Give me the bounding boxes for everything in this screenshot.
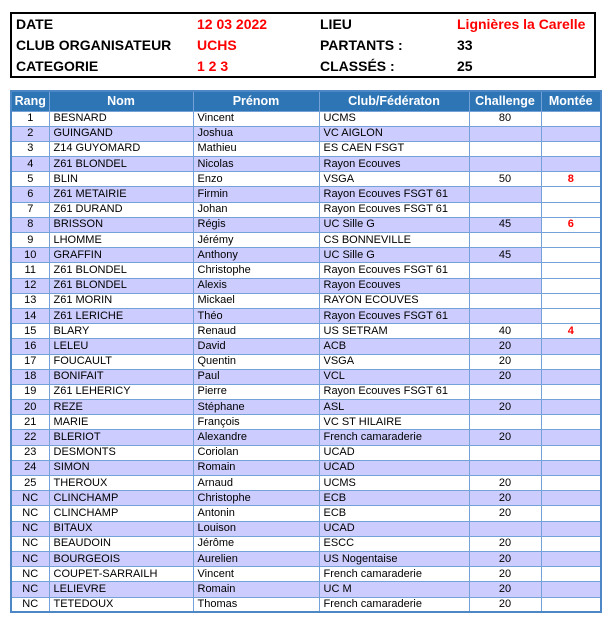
montee-cell (541, 202, 601, 217)
challenge-cell (469, 384, 541, 399)
montee-cell (541, 460, 601, 475)
challenge-cell: 50 (469, 172, 541, 187)
prenom-cell: Théo (193, 308, 319, 323)
challenge-cell: 20 (469, 369, 541, 384)
rang-cell: NC (11, 491, 49, 506)
rang-cell: 16 (11, 339, 49, 354)
nom-cell: Z61 METAIRIE (49, 187, 193, 202)
challenge-cell: 40 (469, 324, 541, 339)
column-header-prenom: Prénom (193, 91, 319, 111)
challenge-cell (469, 278, 541, 293)
nom-cell: BITAUX (49, 521, 193, 536)
montee-cell (541, 263, 601, 278)
montee-cell (541, 506, 601, 521)
club-cell: VSGA (319, 354, 469, 369)
table-row (11, 476, 601, 491)
rang-cell: 18 (11, 369, 49, 384)
rang-cell: 19 (11, 384, 49, 399)
nom-cell: BLERIOT (49, 430, 193, 445)
club-cell: Rayon Ecouves FSGT 61 (319, 384, 469, 399)
table-row (11, 172, 601, 187)
date-value: 12 03 2022 (197, 16, 268, 33)
challenge-cell (469, 263, 541, 278)
prenom-cell: Quentin (193, 354, 319, 369)
challenge-cell (469, 521, 541, 536)
rang-cell: 7 (11, 202, 49, 217)
nom-cell: BEAUDOIN (49, 536, 193, 551)
nom-cell: LELEU (49, 339, 193, 354)
montee-cell (541, 369, 601, 384)
challenge-cell (469, 141, 541, 156)
rang-cell: 22 (11, 430, 49, 445)
prenom-cell: Mathieu (193, 141, 319, 156)
classes-value: 25 (457, 57, 473, 74)
challenge-cell (469, 308, 541, 323)
club-cell: ESCC (319, 536, 469, 551)
challenge-cell: 20 (469, 491, 541, 506)
club-cell: UCAD (319, 445, 469, 460)
table-row (11, 597, 601, 612)
nom-cell: REZE (49, 400, 193, 415)
rang-cell: 12 (11, 278, 49, 293)
rang-cell: NC (11, 521, 49, 536)
montee-cell (541, 582, 601, 597)
prenom-cell: Alexis (193, 278, 319, 293)
club-cell: ACB (319, 339, 469, 354)
table-row (11, 141, 601, 156)
table-row (11, 400, 601, 415)
challenge-cell: 45 (469, 217, 541, 232)
rang-cell: 11 (11, 263, 49, 278)
montee-cell (541, 248, 601, 263)
rang-cell: 6 (11, 187, 49, 202)
partants-label: PARTANTS : (320, 36, 403, 53)
prenom-cell: Régis (193, 217, 319, 232)
club-cell: US SETRAM (319, 324, 469, 339)
prenom-cell: Firmin (193, 187, 319, 202)
montee-cell (541, 187, 601, 202)
challenge-cell (469, 445, 541, 460)
club-cell: Rayon Ecouves FSGT 61 (319, 187, 469, 202)
challenge-cell: 20 (469, 536, 541, 551)
rang-cell: 13 (11, 293, 49, 308)
rang-cell: NC (11, 582, 49, 597)
nom-cell: Z61 MORIN (49, 293, 193, 308)
lieu-value: Lignières la Carelle (457, 16, 586, 33)
prenom-cell: Jérémy (193, 233, 319, 248)
montee-cell (541, 400, 601, 415)
rang-cell: 21 (11, 415, 49, 430)
challenge-cell: 20 (469, 476, 541, 491)
table-row (11, 506, 601, 521)
club-cell: ECB (319, 506, 469, 521)
table-row (11, 582, 601, 597)
club-cell: ES CAEN FSGT (319, 141, 469, 156)
nom-cell: DESMONTS (49, 445, 193, 460)
nom-cell: MARIE (49, 415, 193, 430)
prenom-cell: Aurelien (193, 551, 319, 566)
column-header-montee: Montée (541, 91, 601, 111)
montee-cell (541, 536, 601, 551)
table-row (11, 278, 601, 293)
prenom-cell: Arnaud (193, 476, 319, 491)
rang-cell: NC (11, 567, 49, 582)
rang-cell: NC (11, 506, 49, 521)
challenge-cell: 80 (469, 111, 541, 126)
table-row (11, 293, 601, 308)
club-cell: Rayon Ecouves FSGT 61 (319, 308, 469, 323)
nom-cell: BONIFAIT (49, 369, 193, 384)
table-row (11, 263, 601, 278)
prenom-cell: François (193, 415, 319, 430)
club-cell: RAYON ECOUVES (319, 293, 469, 308)
nom-cell: GUINGAND (49, 126, 193, 141)
club-cell: US Nogentaise (319, 551, 469, 566)
nom-cell: BESNARD (49, 111, 193, 126)
nom-cell: Z14 GUYOMARD (49, 141, 193, 156)
challenge-cell: 20 (469, 551, 541, 566)
partants-value: 33 (457, 36, 473, 53)
prenom-cell: Pierre (193, 384, 319, 399)
prenom-cell: Mickael (193, 293, 319, 308)
challenge-cell: 20 (469, 582, 541, 597)
club-cell: UCAD (319, 460, 469, 475)
nom-cell: BLARY (49, 324, 193, 339)
montee-cell (541, 339, 601, 354)
categorie-label: CATEGORIE (16, 57, 99, 74)
nom-cell: GRAFFIN (49, 248, 193, 263)
results-table-body (11, 111, 601, 612)
table-row (11, 460, 601, 475)
challenge-cell (469, 126, 541, 141)
results-table (10, 90, 602, 613)
montee-cell (541, 415, 601, 430)
table-row (11, 324, 601, 339)
rang-cell: 14 (11, 308, 49, 323)
club-cell: VSGA (319, 172, 469, 187)
montee-cell (541, 445, 601, 460)
rang-cell: 5 (11, 172, 49, 187)
rang-cell: 9 (11, 233, 49, 248)
prenom-cell: David (193, 339, 319, 354)
challenge-cell (469, 233, 541, 248)
club-cell: Rayon Ecouves FSGT 61 (319, 263, 469, 278)
table-row (11, 369, 601, 384)
column-header-nom: Nom (49, 91, 193, 111)
table-row (11, 157, 601, 172)
montee-cell (541, 567, 601, 582)
montee-cell: 4 (541, 324, 601, 339)
table-row (11, 491, 601, 506)
table-row (11, 551, 601, 566)
montee-cell (541, 126, 601, 141)
info-box (10, 12, 596, 78)
challenge-cell: 20 (469, 506, 541, 521)
column-header-challenge: Challenge (469, 91, 541, 111)
prenom-cell: Anthony (193, 248, 319, 263)
nom-cell: CLINCHAMP (49, 506, 193, 521)
rang-cell: 3 (11, 141, 49, 156)
table-row (11, 384, 601, 399)
table-row (11, 445, 601, 460)
table-row (11, 339, 601, 354)
montee-cell (541, 141, 601, 156)
montee-cell (541, 111, 601, 126)
club-cell: ASL (319, 400, 469, 415)
rang-cell: 10 (11, 248, 49, 263)
club-cell: UCMS (319, 476, 469, 491)
prenom-cell: Coriolan (193, 445, 319, 460)
club-cell: UC Sille G (319, 248, 469, 263)
nom-cell: BLIN (49, 172, 193, 187)
nom-cell: TETEDOUX (49, 597, 193, 612)
column-header-club: Club/Fédératon (319, 91, 469, 111)
nom-cell: COUPET-SARRAILH (49, 567, 193, 582)
rang-cell: 23 (11, 445, 49, 460)
club-cell: Rayon Ecouves FSGT 61 (319, 202, 469, 217)
montee-cell (541, 491, 601, 506)
montee-cell (541, 233, 601, 248)
nom-cell: SIMON (49, 460, 193, 475)
club-cell: Rayon Ecouves (319, 157, 469, 172)
montee-cell (541, 157, 601, 172)
nom-cell: LHOMME (49, 233, 193, 248)
montee-cell (541, 278, 601, 293)
club-cell: UC M (319, 582, 469, 597)
table-row (11, 308, 601, 323)
challenge-cell: 20 (469, 400, 541, 415)
challenge-cell (469, 187, 541, 202)
club-organisateur-value: UCHS (197, 36, 237, 53)
challenge-cell: 20 (469, 567, 541, 582)
nom-cell: BOURGEOIS (49, 551, 193, 566)
club-organisateur-label: CLUB ORGANISATEUR (16, 36, 172, 53)
date-label: DATE (16, 16, 54, 33)
montee-cell (541, 521, 601, 536)
challenge-cell (469, 293, 541, 308)
club-cell: French camaraderie (319, 430, 469, 445)
challenge-cell (469, 415, 541, 430)
rang-cell: 15 (11, 324, 49, 339)
rang-cell: NC (11, 536, 49, 551)
challenge-cell (469, 157, 541, 172)
prenom-cell: Nicolas (193, 157, 319, 172)
table-row (11, 415, 601, 430)
nom-cell: Z61 LERICHE (49, 308, 193, 323)
table-row (11, 233, 601, 248)
club-cell: VC AIGLON (319, 126, 469, 141)
club-cell: Rayon Ecouves (319, 278, 469, 293)
club-cell: VCL (319, 369, 469, 384)
montee-cell: 8 (541, 172, 601, 187)
club-cell: UCAD (319, 521, 469, 536)
column-header-rang: Rang (11, 91, 49, 111)
prenom-cell: Stéphane (193, 400, 319, 415)
nom-cell: Z61 BLONDEL (49, 278, 193, 293)
club-cell: VC ST HILAIRE (319, 415, 469, 430)
table-header-row (11, 91, 601, 111)
challenge-cell: 20 (469, 339, 541, 354)
prenom-cell: Christophe (193, 263, 319, 278)
prenom-cell: Vincent (193, 567, 319, 582)
table-row (11, 430, 601, 445)
categorie-value: 1 2 3 (197, 57, 229, 74)
club-cell: CS BONNEVILLE (319, 233, 469, 248)
nom-cell: Z61 LEHERICY (49, 384, 193, 399)
prenom-cell: Romain (193, 582, 319, 597)
club-cell: French camaraderie (319, 567, 469, 582)
prenom-cell: Vincent (193, 111, 319, 126)
nom-cell: LELIEVRE (49, 582, 193, 597)
challenge-cell (469, 460, 541, 475)
montee-cell: 6 (541, 217, 601, 232)
table-row (11, 202, 601, 217)
table-row (11, 248, 601, 263)
montee-cell (541, 308, 601, 323)
rang-cell: 1 (11, 111, 49, 126)
challenge-cell: 20 (469, 354, 541, 369)
prenom-cell: Enzo (193, 172, 319, 187)
table-row (11, 126, 601, 141)
rang-cell: 25 (11, 476, 49, 491)
nom-cell: Z61 BLONDEL (49, 263, 193, 278)
rang-cell: 8 (11, 217, 49, 232)
challenge-cell: 45 (469, 248, 541, 263)
prenom-cell: Jérôme (193, 536, 319, 551)
nom-cell: FOUCAULT (49, 354, 193, 369)
table-row (11, 217, 601, 232)
rang-cell: 2 (11, 126, 49, 141)
montee-cell (541, 476, 601, 491)
montee-cell (541, 430, 601, 445)
nom-cell: THEROUX (49, 476, 193, 491)
rang-cell: NC (11, 551, 49, 566)
rang-cell: 24 (11, 460, 49, 475)
table-row (11, 536, 601, 551)
montee-cell (541, 597, 601, 612)
nom-cell: Z61 BLONDEL (49, 157, 193, 172)
montee-cell (541, 354, 601, 369)
prenom-cell: Romain (193, 460, 319, 475)
montee-cell (541, 384, 601, 399)
rang-cell: 4 (11, 157, 49, 172)
lieu-label: LIEU (320, 16, 352, 33)
table-row (11, 111, 601, 126)
prenom-cell: Alexandre (193, 430, 319, 445)
prenom-cell: Louison (193, 521, 319, 536)
club-cell: French camaraderie (319, 597, 469, 612)
table-row (11, 354, 601, 369)
challenge-cell (469, 202, 541, 217)
prenom-cell: Johan (193, 202, 319, 217)
prenom-cell: Paul (193, 369, 319, 384)
table-row (11, 521, 601, 536)
challenge-cell: 20 (469, 597, 541, 612)
nom-cell: CLINCHAMP (49, 491, 193, 506)
table-row (11, 187, 601, 202)
montee-cell (541, 293, 601, 308)
table-row (11, 567, 601, 582)
rang-cell: 20 (11, 400, 49, 415)
nom-cell: Z61 DURAND (49, 202, 193, 217)
prenom-cell: Renaud (193, 324, 319, 339)
nom-cell: BRISSON (49, 217, 193, 232)
montee-cell (541, 551, 601, 566)
club-cell: UCMS (319, 111, 469, 126)
prenom-cell: Antonin (193, 506, 319, 521)
challenge-cell: 20 (469, 430, 541, 445)
prenom-cell: Thomas (193, 597, 319, 612)
club-cell: ECB (319, 491, 469, 506)
rang-cell: NC (11, 597, 49, 612)
rang-cell: 17 (11, 354, 49, 369)
prenom-cell: Joshua (193, 126, 319, 141)
club-cell: UC Sille G (319, 217, 469, 232)
classes-label: CLASSÉS : (320, 57, 395, 74)
prenom-cell: Christophe (193, 491, 319, 506)
